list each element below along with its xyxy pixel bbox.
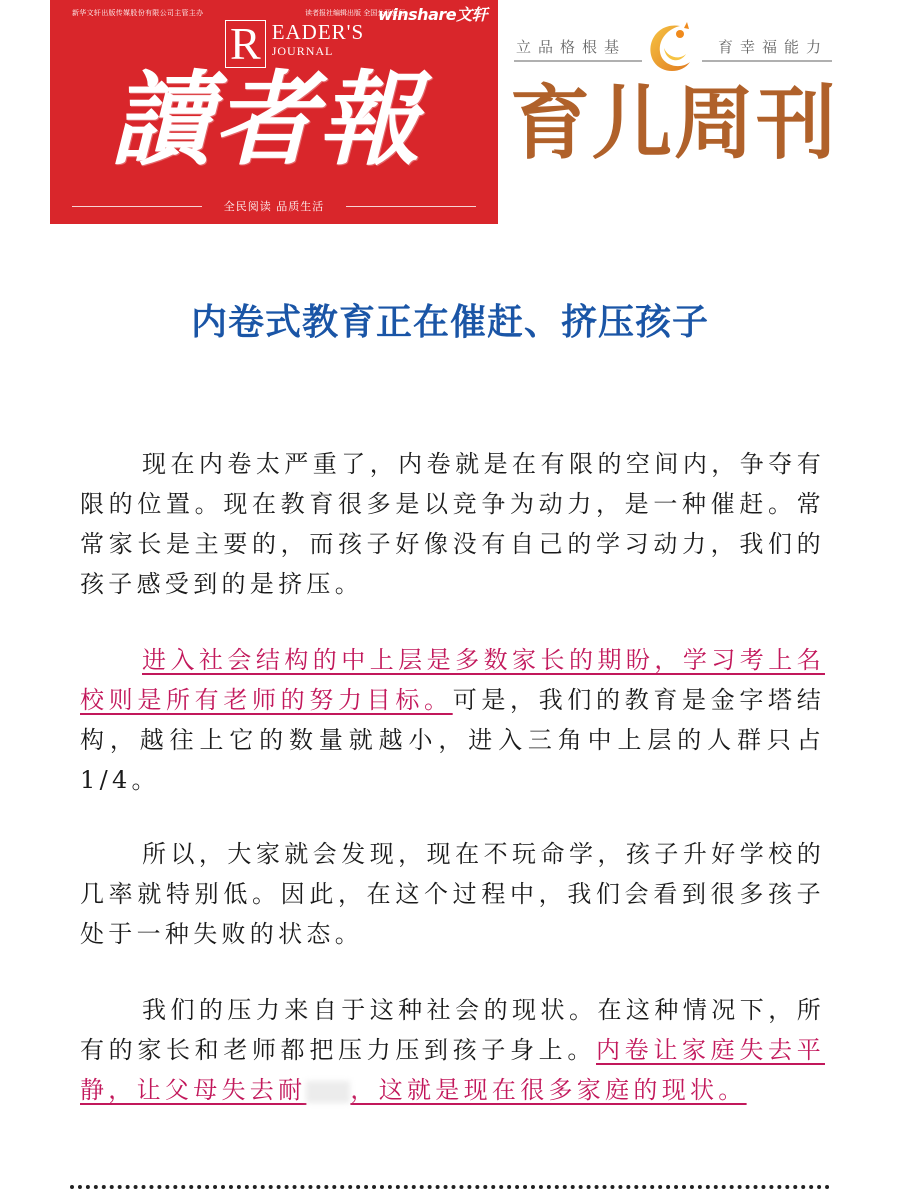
supplement-tag-left: 立品格根基: [516, 38, 627, 56]
logo-r-letter: R: [225, 20, 266, 68]
winshare-brand: winshare文轩: [378, 5, 488, 24]
paragraph-3: 所以，大家就会发现，现在不玩命学，孩子升好学校的几率就特别低。因此，在这个过程中，我们会看到很多孩子处于一种失败的状态。: [80, 840, 825, 948]
paragraph-2-rest: 可是，我们的教育是金字塔结构，越往上它的数量就越小，进入三角中上层的人群只占1/4。: [80, 686, 825, 794]
masthead-slogan: 全民阅读 品质生活: [223, 200, 325, 213]
paragraph-1: 现在内卷太严重了，内卷就是在有限的空间内，争夺有限的位置。现在教育很多是以竞争为动力，是一种催赶。常常家长是主要的，而孩子好像没有自己的学习动力，我们的孩子感受到的是挤压。: [80, 450, 825, 598]
article-headline: 内卷式教育正在催赶、挤压孩子: [190, 302, 709, 343]
sun-swirl-icon: [640, 18, 698, 78]
supplement-tag-right: 育幸福能力: [718, 38, 829, 56]
paragraph-2: [80, 640, 825, 800]
supplement-rule-right: [702, 60, 832, 62]
logo-readers: EADER'S: [271, 20, 365, 44]
blurred-character: [306, 1081, 350, 1103]
paragraph-4-highlight-b: ，这就是现在很多家庭的现状。: [350, 1076, 747, 1104]
paragraph-4: [80, 990, 825, 1110]
supplement-rule-left: [514, 60, 642, 62]
masthead-title: 讀者報: [110, 60, 422, 180]
logo-wordmark: [272, 20, 364, 58]
paragraph-4-highlight-a: 内卷让家庭失去平静，让父母失去耐: [80, 1036, 825, 1104]
masthead-readers-journal: [50, 0, 498, 224]
paragraph-2-highlight: 进入社会结构的中上层是多数家长的期盼，学习考上名校则是所有老师的努力目标。: [80, 646, 825, 714]
issuer-line: 读者报社编辑出版 全国公开发行: [305, 9, 406, 17]
bottom-dotted-divider: [70, 1185, 830, 1189]
logo-journal: JOURNAL: [271, 44, 334, 58]
publisher-line: 新华文轩出版传媒股份有限公司主管主办: [72, 9, 204, 17]
paragraph-4-normal: 我们的压力来自于这种社会的现状。在这种情况下，所有的家长和老师都把压力压到孩子身上。: [80, 996, 825, 1064]
supplement-title: 育儿周刊: [510, 77, 838, 170]
